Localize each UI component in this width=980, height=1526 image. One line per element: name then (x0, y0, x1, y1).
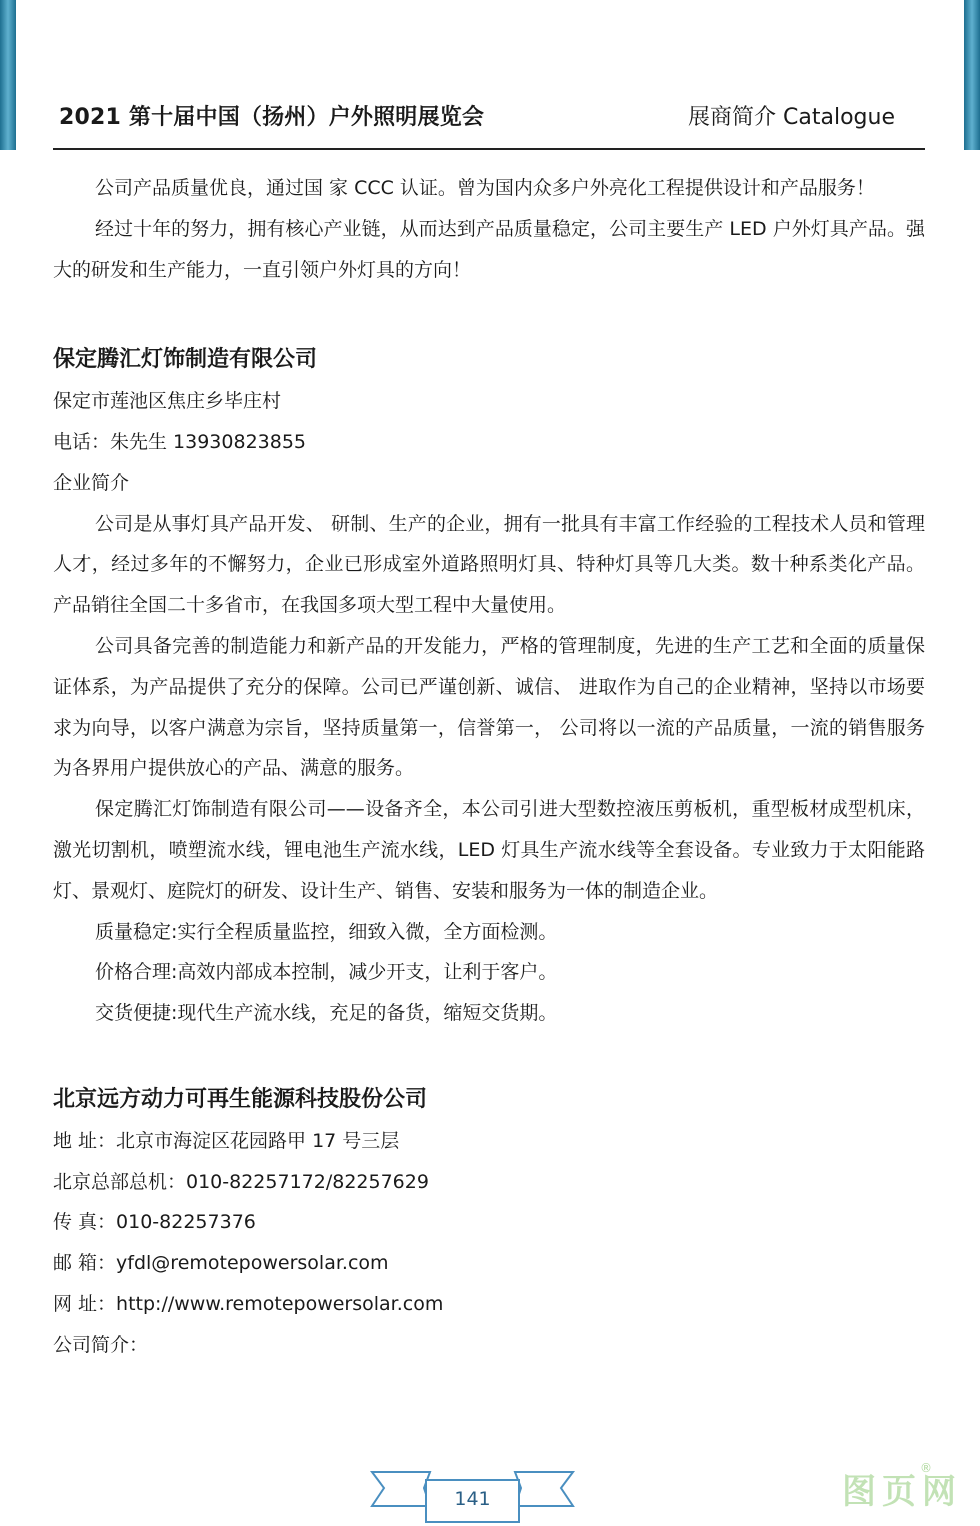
section-title: 展商简介 Catalogue (688, 105, 895, 130)
header-divider (53, 148, 925, 150)
watermark: 图页网 (842, 1472, 962, 1512)
page-header (53, 96, 925, 136)
exhibition-title: 2021 第十届中国（扬州）户外照明展览会 (59, 105, 485, 130)
page-content (53, 168, 925, 1366)
company-paragraph: 公司是从事灯具产品开发、 研制、生产的企业，拥有一批具有丰富工作经验的工程技术人员和管理人才，经过多年的不懈努力，企业已形成室外道路照明灯具、特种灯具等几大类。数十种系类化产品。产品销往全国二十多省市，在我国多项大型工程中大量使用。 (53, 512, 925, 617)
company-hq-phone: 北京总部总机：010-82257172/82257629 (53, 1170, 429, 1193)
company-intro-label: 公司简介： (53, 1333, 149, 1356)
company-feature: 交货便捷:现代生产流水线，充足的备货，缩短交货期。 (95, 1002, 558, 1025)
company-feature: 价格合理:高效内部成本控制，减少开支，让利于客户。 (95, 961, 558, 984)
right-edge-bar (964, 0, 980, 150)
company-fax: 传 真：010-82257376 (53, 1211, 256, 1234)
company-name: 北京远方动力可再生能源科技股份公司 (53, 1086, 428, 1112)
company-phone: 电话：朱先生 13930823855 (53, 430, 307, 453)
watermark-registered-mark: ® (920, 1461, 932, 1475)
company-feature: 质量稳定:实行全程质量监控，细致入微，全方面检测。 (95, 920, 558, 943)
company-email: 邮 箱：yfdl@remotepowersolar.com (53, 1252, 389, 1275)
company-name: 保定腾汇灯饰制造有限公司 (53, 347, 318, 373)
page-footer (370, 1466, 575, 1526)
company-website: 网 址：http://www.remotepowersolar.com (53, 1292, 444, 1315)
company-address: 保定市莲池区焦庄乡毕庄村 (53, 390, 282, 413)
company-address: 地 址：北京市海淀区花园路甲 17 号三层 (53, 1129, 400, 1152)
intro-paragraph: 经过十年的努力，拥有核心产业链，从而达到产品质量稳定，公司主要生产 LED 户外灯具产品。强大的研发和生产能力，一直引领户外灯具的方向！ (53, 217, 925, 281)
company-paragraph: 公司具备完善的制造能力和新产品的开发能力，严格的管理制度，先进的生产工艺和全面的质量保证体系，为产品提供了充分的保障。公司已严谨创新、诚信、 进取作为自己的企业精神，坚持以市场要求为向导，以客户满意为宗旨，坚持质量第一，信誉第一， 公司将以一流的产品质量，一流的销售服务为各界用户提供放心的产品、满意的服务。 (53, 634, 925, 780)
page-number: 141 (454, 1488, 491, 1510)
company-intro-label: 企业简介 (53, 471, 130, 494)
left-edge-bar (0, 0, 16, 150)
intro-paragraph: 公司产品质量优良，通过国 家 CCC 认证。曾为国内众多户外亮化工程提供设计和产品服务！ (95, 177, 875, 199)
company-paragraph: 保定腾汇灯饰制造有限公司——设备齐全，本公司引进大型数控液压剪板机，重型板材成型机床，激光切割机，喷塑流水线，锂电池生产流水线，LED 灯具生产流水线等全套设备。专业致力于太阳能路灯、景观灯、庭院灯的研发、设计生产、销售、安装和服务为一体的制造企业。 (53, 798, 925, 902)
